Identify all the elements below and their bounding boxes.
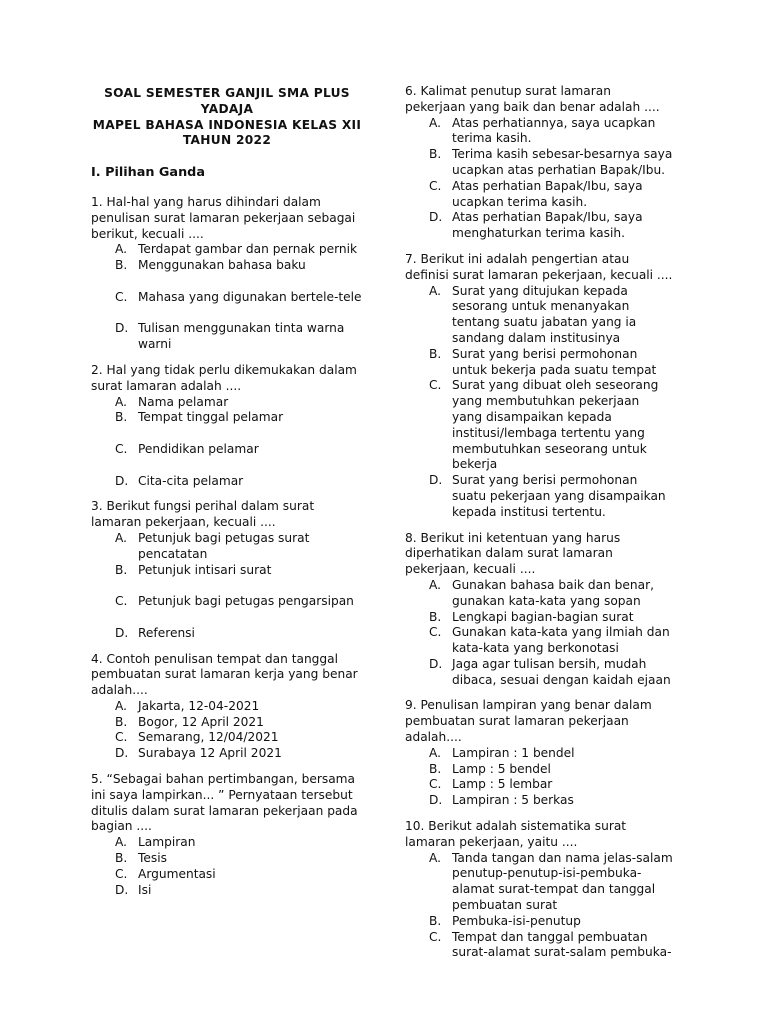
option-text: Referensi — [138, 625, 195, 640]
option-letter: D. — [429, 473, 443, 488]
option-text: Petunjuk bagi petugas surat pencatatan — [138, 530, 310, 561]
question-8 — [405, 531, 673, 689]
option-letter: A. — [429, 745, 441, 760]
question-1 — [91, 195, 363, 353]
option-a — [91, 835, 363, 851]
option-text: Pembuka-isi-penutup — [452, 913, 581, 928]
option-text: Tempat dan tanggal pembuatan surat-alamat surat-salam pembuka- — [452, 929, 672, 960]
option-letter: B. — [115, 851, 128, 866]
option-text: Tempat tinggal pelamar — [138, 410, 284, 425]
question-4 — [91, 652, 363, 763]
option-letter: D. — [115, 882, 129, 897]
option-letter: A. — [429, 577, 441, 592]
title-line: SOAL SEMESTER GANJIL SMA PLUS — [104, 86, 350, 100]
option-d — [91, 474, 363, 490]
option-d — [405, 657, 673, 689]
option-letter: C. — [115, 594, 128, 609]
option-letter: A. — [429, 283, 441, 298]
option-text: Atas perhatian Bapak/Ibu, saya menghaturkan terima kasih. — [452, 210, 643, 241]
option-letter: C. — [115, 441, 128, 456]
option-text: Argumentasi — [138, 866, 216, 881]
option-b — [91, 851, 363, 867]
option-c — [405, 378, 673, 473]
option-a — [91, 531, 363, 563]
question-text: 3. Berikut fungsi perihal dalam surat lamaran pekerjaan, kecuali .... — [91, 499, 315, 530]
option-text: Atas perhatiannya, saya ucapkan terima kasih. — [452, 115, 656, 146]
option-a — [405, 578, 673, 610]
option-letter: B. — [429, 761, 442, 776]
option-text: Menggunakan bahasa baku — [138, 258, 306, 273]
option-b — [405, 147, 673, 179]
title-line: YADAJA — [200, 101, 254, 116]
question-text: 8. Berikut ini ketentuan yang harus diperhatikan dalam surat lamaran pekerjaan, kecuali .... — [405, 530, 621, 577]
question-7 — [405, 252, 673, 521]
option-letter: C. — [115, 866, 128, 881]
option-letter: C. — [429, 777, 442, 792]
option-text: Tanda tangan dan nama jelas-salam penutup-penutup-isi-pembuka-alamat surat-tempat dan tanggal pembuatan surat — [452, 850, 673, 913]
option-letter: B. — [429, 609, 442, 624]
option-letter: D. — [115, 473, 129, 488]
question-text: 1. Hal-hal yang harus dihindari dalam penulisan surat lamaran pekerjaan sebagai berikut, kecuali .... — [91, 194, 356, 241]
option-b — [405, 914, 673, 930]
option-d — [91, 746, 363, 762]
option-a — [405, 746, 673, 762]
question-text: 4. Contoh penulisan tempat dan tanggal pembuatan surat lamaran kerja yang benar adalah.... — [91, 651, 358, 698]
option-letter: A. — [115, 698, 127, 713]
question-text: 9. Penulisan lampiran yang benar dalam pembuatan surat lamaran pekerjaan adalah.... — [405, 698, 652, 745]
option-text: Gunakan kata-kata yang ilmiah dan kata-kata yang berkonotasi — [452, 625, 670, 656]
option-text: Mahasa yang digunakan bertele-tele — [138, 289, 362, 304]
option-b — [91, 563, 363, 579]
option-letter: A. — [429, 850, 441, 865]
option-text: Terdapat gambar dan pernak pernik — [138, 242, 358, 257]
options-list — [405, 851, 673, 962]
options-list — [91, 835, 363, 898]
option-text: Lamp : 5 lembar — [452, 777, 553, 792]
option-a — [91, 699, 363, 715]
option-text: Pendidikan pelamar — [138, 441, 259, 456]
option-letter: C. — [429, 625, 442, 640]
question-2 — [91, 363, 363, 489]
option-a — [405, 851, 673, 914]
option-b — [91, 715, 363, 731]
option-text: Surabaya 12 April 2021 — [138, 746, 282, 761]
option-text: Surat yang berisi permohonan suatu pekerjaan yang disampaikan kepada institusi tertentu. — [452, 473, 666, 519]
option-text: Petunjuk intisari surat — [138, 562, 272, 577]
question-9 — [405, 698, 673, 809]
option-text: Cita-cita pelamar — [138, 473, 244, 488]
question-text: 2. Hal yang tidak perlu dikemukakan dalam surat lamaran adalah .... — [91, 362, 357, 393]
option-text: Gunakan bahasa baik dan benar, gunakan kata-kata yang sopan — [452, 577, 654, 608]
option-d — [91, 883, 363, 899]
left-column — [91, 84, 363, 908]
right-column — [405, 84, 673, 971]
option-letter: B. — [429, 913, 442, 928]
option-letter: A. — [115, 835, 127, 850]
option-c — [405, 777, 673, 793]
options-list — [405, 284, 673, 521]
question-text: 6. Kalimat penutup surat lamaran pekerjaan yang baik dan benar adalah .... — [405, 84, 660, 114]
option-text: Tesis — [138, 851, 167, 866]
option-text: Tulisan menggunakan tinta warna warni — [138, 321, 345, 352]
option-letter: C. — [429, 178, 442, 193]
option-a — [91, 395, 363, 411]
option-letter: C. — [115, 289, 128, 304]
option-letter: A. — [429, 115, 441, 130]
option-c — [405, 179, 673, 211]
question-3 — [91, 499, 363, 641]
option-letter: D. — [429, 210, 443, 225]
option-c — [91, 867, 363, 883]
options-list — [405, 116, 673, 242]
title-line: TAHUN 2022 — [182, 133, 272, 148]
option-letter: D. — [115, 625, 129, 640]
option-letter: D. — [115, 746, 129, 761]
question-text: 10. Berikut adalah sistematika surat lamaran pekerjaan, yaitu .... — [405, 819, 627, 849]
option-text: Jaga agar tulisan bersih, mudah dibaca, sesuai dengan kaidah ejaan — [452, 656, 671, 687]
options-list — [405, 578, 673, 689]
option-letter: C. — [429, 378, 442, 393]
option-letter: D. — [115, 321, 129, 336]
option-letter: A. — [115, 394, 127, 409]
option-d — [405, 473, 673, 520]
option-text: Nama pelamar — [138, 394, 229, 409]
option-b — [405, 610, 673, 626]
option-letter: B. — [115, 714, 128, 729]
option-d — [405, 210, 673, 242]
title-line: MAPEL BAHASA INDONESIA KELAS XII — [92, 117, 362, 132]
option-text: Lengkapi bagian-bagian surat — [452, 609, 634, 624]
option-text: Bogor, 12 April 2021 — [138, 714, 264, 729]
option-d — [91, 626, 363, 642]
option-letter: A. — [115, 530, 127, 545]
option-c — [91, 594, 363, 610]
option-letter: B. — [115, 258, 128, 273]
question-5 — [91, 772, 363, 898]
options-list — [91, 531, 363, 642]
question-text: 5. “Sebagai bahan pertimbangan, bersama ini saya lampirkan... ” Pernyataan tersebut ditulis dalam surat lamaran pekerjaan pada bagian .... — [91, 772, 358, 834]
option-letter: D. — [429, 793, 443, 808]
option-text: Semarang, 12/04/2021 — [138, 730, 279, 745]
option-letter: B. — [429, 346, 442, 361]
question-text: 7. Berikut ini adalah pengertian atau definisi surat lamaran pekerjaan, kecuali .... — [405, 251, 673, 282]
option-letter: D. — [429, 656, 443, 671]
option-c — [405, 930, 673, 962]
option-letter: B. — [115, 410, 128, 425]
option-b — [405, 762, 673, 778]
option-b — [405, 347, 673, 379]
option-letter: B. — [429, 147, 442, 162]
option-text: Lamp : 5 bendel — [452, 761, 551, 776]
options-list — [91, 242, 363, 353]
option-c — [405, 625, 673, 657]
option-c — [91, 730, 363, 746]
option-c — [91, 290, 363, 306]
option-letter: A. — [115, 242, 127, 257]
option-text: Surat yang berisi permohonan untuk bekerja pada suatu tempat — [452, 346, 657, 377]
options-list — [91, 395, 363, 490]
option-a — [405, 116, 673, 148]
question-10 — [405, 819, 673, 961]
option-a — [405, 284, 673, 347]
option-text: Atas perhatian Bapak/Ibu, saya ucapkan terima kasih. — [452, 178, 643, 209]
option-b — [91, 410, 363, 426]
option-d — [91, 321, 363, 353]
section-heading: I. Pilihan Ganda — [91, 165, 205, 181]
options-list — [91, 699, 363, 762]
option-text: Surat yang ditujukan kepada sesorang untuk menanyakan tentang suatu jabatan yang ia sandang dalam institusinya — [452, 283, 637, 345]
option-text: Surat yang dibuat oleh seseorang yang membutuhkan pekerjaan yang disampaikan kepada institusi/lembaga tertentu yang membutuhkan seseorang untuk bekerja — [452, 378, 659, 472]
option-c — [91, 442, 363, 458]
option-text: Terima kasih sebesar-besarnya saya ucapkan atas perhatian Bapak/Ibu. — [452, 147, 673, 177]
document-title — [91, 86, 363, 149]
option-text: Jakarta, 12-04-2021 — [138, 698, 260, 713]
options-list — [405, 746, 673, 809]
option-a — [91, 242, 363, 258]
question-6 — [405, 84, 673, 242]
option-b — [91, 258, 363, 274]
option-text: Lampiran : 5 berkas — [452, 793, 574, 808]
option-text: Lampiran — [138, 835, 196, 850]
option-text: Isi — [138, 882, 152, 897]
option-letter: B. — [115, 562, 128, 577]
option-letter: C. — [115, 730, 128, 745]
option-letter: C. — [429, 929, 442, 944]
option-d — [405, 793, 673, 809]
option-text: Petunjuk bagi petugas pengarsipan — [138, 594, 354, 609]
option-text: Lampiran : 1 bendel — [452, 745, 575, 760]
